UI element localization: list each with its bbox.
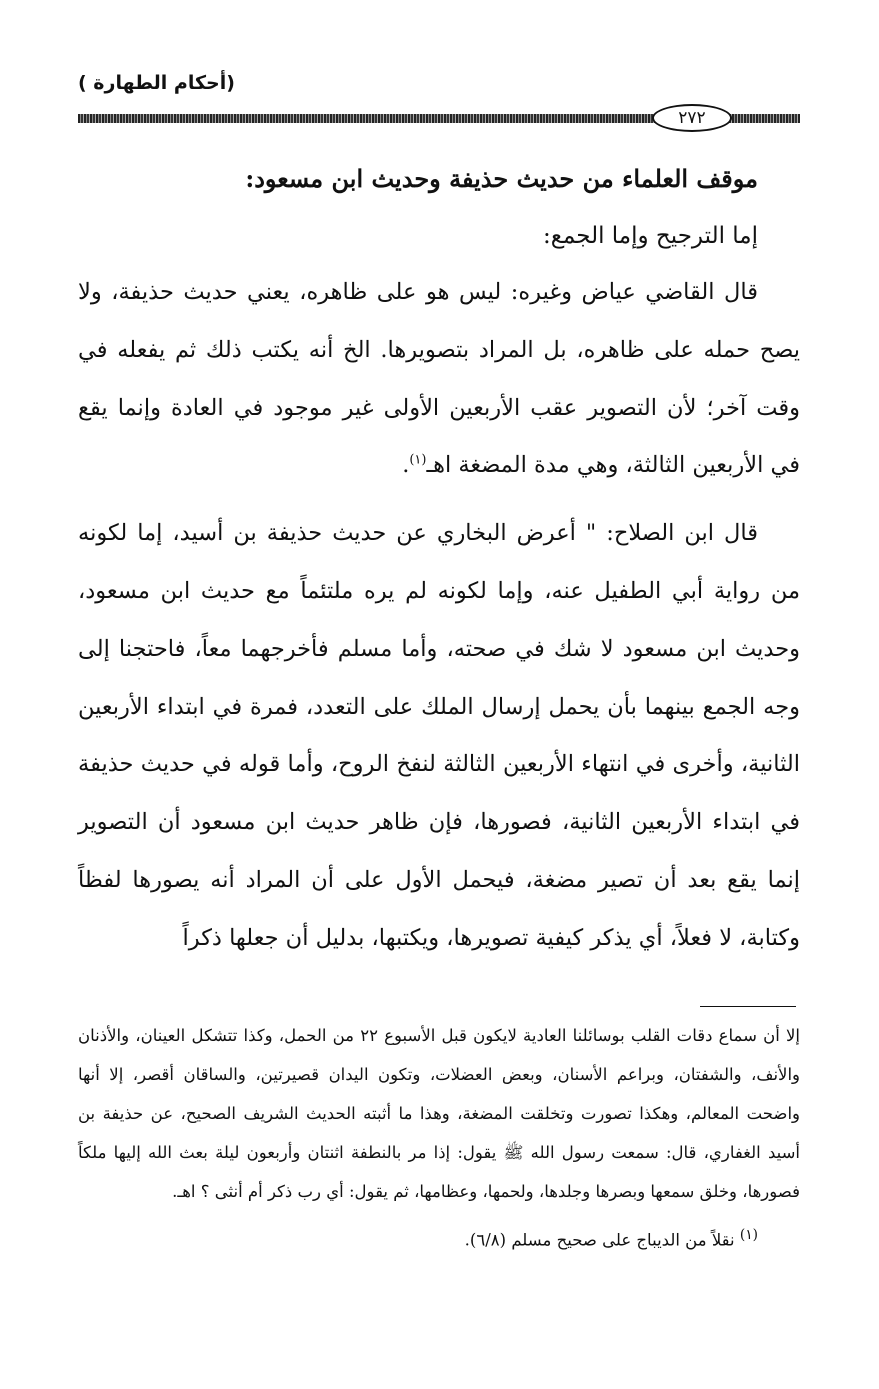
footnote-separator <box>700 1006 796 1007</box>
paragraph-text: قال القاضي عياض وغيره: ليس هو على ظاهره، يعني حديث حذيفة، ولا يصح حمله على ظاهره، بل المراد بتصويرها. الخ أنه يكتب ذلك ثم يفعله في وقت آخر؛ لأن التصوير عقب الأربعين الأولى غير موجود في العادة وإنما يقع في الأربعين الثالثة، وهي مدة المضغة اهـ <box>78 279 800 479</box>
section-subheading: إما الترجيح وإما الجمع: <box>542 223 758 249</box>
paragraph-qadi-iyad <box>78 264 800 495</box>
main-text <box>78 150 800 968</box>
footnote-continued: إلا أن سماع دقات القلب بوسائلنا العادية لايكون قبل الأسبوع ٢٢ من الحمل، وكذا تتشكل العينان، والأذنان والأنف، والشفتان، وبراعم الأسنان، وبعض العضلات، وتكون اليدان قصيرتين، والساقان أقصر، إلا أنها واضحت المعالم، وهكذا تصورت وتخلقت المضغة، وهذا ما أثبته الحديث الشريف الصحيح، عن حذيفة بن أسيد الغفاري، قال: سمعت رسول الله ﷺ يقول: إذا مر بالنطفة اثنتان وأربعون ليلة بعث الله إليها ملكاً فصورها، وخلق سمعها وبصرها وجلدها، ولحمها، وعظامها، ثم يقول: أي رب ذكر أم أنثى ؟ اهـ. <box>78 1026 800 1201</box>
paragraph-ibn-salah: قال ابن الصلاح: " أعرض البخاري عن حديث حذيفة بن أسيد، إما لكونه من رواية أبي الطفيل عنه، وإما لكونه لم يره ملتئماً مع حديث ابن مسعود، وحديث ابن مسعود لا شك في صحته، وأما مسلم فأخرجهما معاً، فاحتجنا إلى وجه الجمع بينهما بأن يحمل إرسال الملك على التعدد، فمرة في ابتداء الأربعين الثانية، وأخرى في انتهاء الأربعين الثالثة لنفخ الروح، وأما قوله في حديث حذيفة في ابتداء الأربعين الثانية، فصورها، فإن ظاهر حديث ابن مسعود أن التصوير إنما يقع بعد أن تصير مضغة، فيحمل الأول على أن المراد أنه يصورها لفظاً وكتابة، لا فعلاً، أي يذكر كيفية تصويرها، ويكتبها، بدليل أن جعلها ذكراً <box>78 520 800 951</box>
footnote-1-text: نقلاً من الديباج على صحيح مسلم (٦/٨). <box>464 1230 740 1250</box>
page-number: ٢٧٢ <box>652 104 732 132</box>
footnote-1-marker: (١) <box>739 1227 758 1243</box>
footnote-reference[interactable]: (١) <box>409 452 427 468</box>
footnote-1 <box>78 1217 800 1259</box>
footnotes <box>78 1016 800 1259</box>
running-title: (أحكام الطهارة ) <box>78 72 235 94</box>
paragraph-end: . <box>402 452 410 479</box>
section-heading: موقف العلماء من حديث حذيفة وحديث ابن مسعود: <box>245 164 758 193</box>
